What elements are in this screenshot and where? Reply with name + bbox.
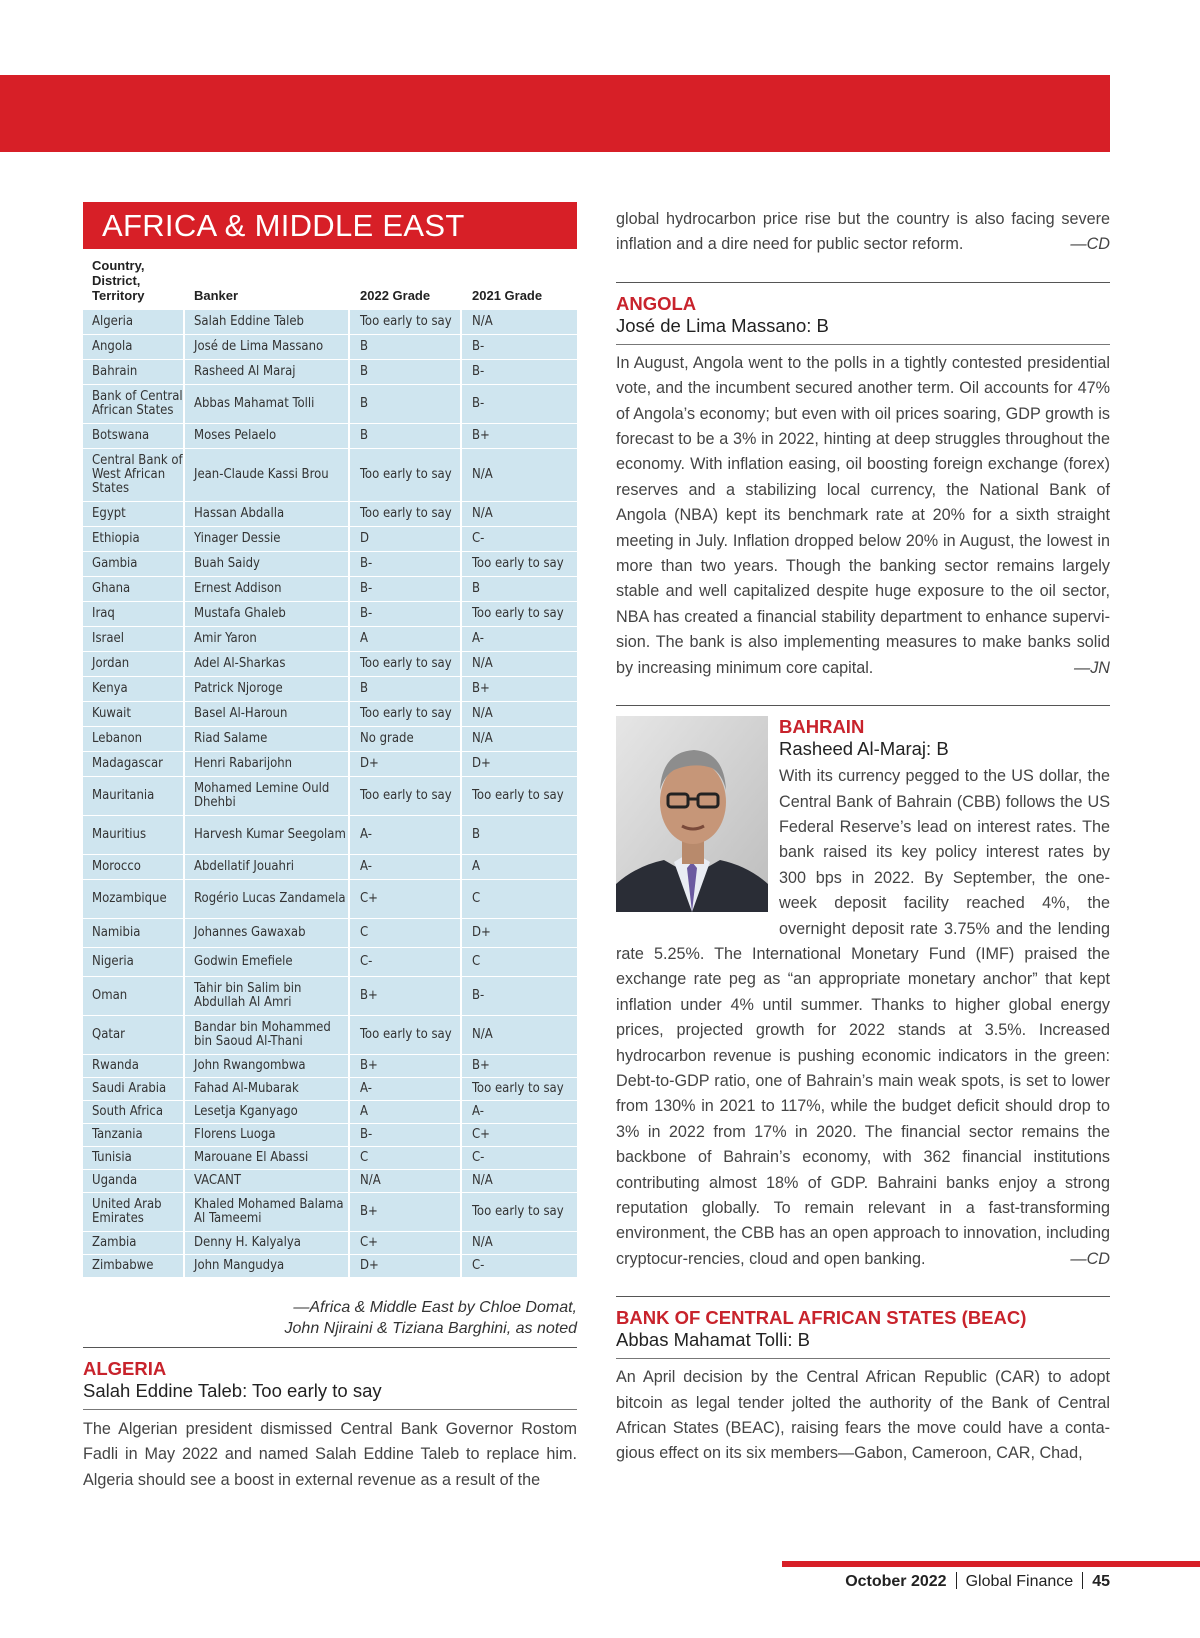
cell-grade-2022: C+	[350, 1232, 462, 1254]
cell-grade-2021: C	[462, 880, 577, 918]
cell-country: Angola	[83, 335, 185, 359]
cell-banker: Fahad Al-Mubarak	[185, 1078, 350, 1100]
cell-grade-2021: N/A	[462, 502, 577, 526]
table-row	[83, 1015, 577, 1054]
cell-grade-2022: A	[350, 1101, 462, 1123]
cell-grade-2022: B+	[350, 977, 462, 1015]
cell-grade-2022: B	[350, 677, 462, 701]
cell-country: Morocco	[83, 855, 185, 879]
table-row	[83, 359, 577, 384]
table-row	[83, 1100, 577, 1123]
cell-country: Mauritius	[83, 816, 185, 854]
divider	[616, 282, 1110, 283]
bahrain-governor-photo	[616, 716, 768, 912]
cell-grade-2021: N/A	[462, 727, 577, 751]
table-header	[83, 249, 577, 309]
table-row	[83, 751, 577, 776]
bahrain-signature: —CD	[1070, 1249, 1110, 1268]
cell-banker: Khaled Mohamed Balama Al Tameemi	[185, 1193, 350, 1231]
cell-banker: Godwin Emefiele	[185, 948, 350, 976]
cell-country: Uganda	[83, 1170, 185, 1192]
cell-grade-2021: C-	[462, 1255, 577, 1277]
cell-grade-2021: C-	[462, 527, 577, 551]
cell-grade-2022: D+	[350, 752, 462, 776]
divider	[616, 344, 1110, 345]
cell-country: Algeria	[83, 310, 185, 334]
cell-grade-2021: Too early to say	[462, 1078, 577, 1100]
cell-banker: Tahir bin Salim bin Abdullah Al Amri	[185, 977, 350, 1015]
divider	[83, 1409, 577, 1410]
cell-grade-2022: B	[350, 360, 462, 384]
cell-grade-2021: N/A	[462, 1016, 577, 1054]
portrait-image	[616, 716, 768, 912]
cell-country: Mozambique	[83, 880, 185, 918]
cell-grade-2021: N/A	[462, 1232, 577, 1254]
header-2022-grade: 2022 Grade	[360, 288, 431, 303]
cell-grade-2021: A-	[462, 1101, 577, 1123]
header-country: Country, District, Territory	[92, 258, 145, 303]
cell-grade-2022: Too early to say	[350, 777, 462, 815]
cell-grade-2021: B	[462, 816, 577, 854]
table-row	[83, 651, 577, 676]
cell-grade-2021: B+	[462, 1055, 577, 1077]
divider	[83, 1347, 577, 1348]
angola-signature: —JN	[1074, 658, 1110, 677]
cell-grade-2021: Too early to say	[462, 1193, 577, 1231]
table-row	[83, 526, 577, 551]
cell-country: Bank of Central African States	[83, 385, 185, 423]
cell-country: Zambia	[83, 1232, 185, 1254]
table-row	[83, 601, 577, 626]
cell-grade-2022: No grade	[350, 727, 462, 751]
cell-grade-2021: B-	[462, 977, 577, 1015]
cell-banker: Jean-Claude Kassi Brou	[185, 449, 350, 501]
cell-country: Ghana	[83, 577, 185, 601]
header-2021-grade: 2021 Grade	[472, 288, 543, 303]
bahrain-body: With its currency pegged to the US dollar, the Central Bank of Bahrain (CBB) follows the US Federal Reserve’s lead on interest rates. The bank raised its key policy interest rates by 300 bps in 2022. By September, the one-week deposit facility reached 4%, the overnight deposit rate 3.75% and the lending rate 5.25%. The International Monetary Fund (IMF) praised the exchange rate peg as “an appropriate monetary anchor” that kept inflation under 4% until summer. Thanks to higher global energy prices, projected growth for 2022 stands at 3.5%. Increased hydrocarbon revenue is pushing economic indicators in the green: Debt-to-GDP ratio, one of Bahrain’s main weak spots, is set to lower from 130% in 2021 to 117%, while the budget deficit should drop to 3% in 2022 from 17% in 2020. The financial sector remains the backbone of Bahrain’s economy, with 362 financial institutions contributing almost 18% of GDP. Bahraini banks enjoy a strong reputation globally. To remain relevant in a fast-transforming environment, the CBB has an open approach to innovation, including cryptocur-rencies, cloud and open banking.	[616, 767, 1110, 1268]
cell-country: Rwanda	[83, 1055, 185, 1077]
left-column	[83, 202, 577, 1493]
footer-separator	[1082, 1572, 1083, 1589]
cell-banker: Hassan Abdalla	[185, 502, 350, 526]
divider	[616, 705, 1110, 706]
cell-banker: Rogério Lucas Zandamela	[185, 880, 350, 918]
cell-grade-2022: Too early to say	[350, 310, 462, 334]
beac-title: BANK OF CENTRAL AFRICAN STATES (BEAC)	[616, 1307, 1027, 1329]
cell-country: Botswana	[83, 424, 185, 448]
cell-grade-2022: B+	[350, 1055, 462, 1077]
cell-country: Jordan	[83, 652, 185, 676]
table-row	[83, 854, 577, 879]
cell-country: Tunisia	[83, 1147, 185, 1169]
footer-publication: Global Finance	[965, 1573, 1074, 1590]
cell-country: Tanzania	[83, 1124, 185, 1146]
credit-line-1: —Africa & Middle East by Chloe Domat,	[293, 1299, 577, 1316]
table-row	[83, 815, 577, 854]
table-row	[83, 676, 577, 701]
cell-grade-2021: N/A	[462, 310, 577, 334]
cell-grade-2021: B-	[462, 360, 577, 384]
table-row	[83, 1146, 577, 1169]
cell-country: Ethiopia	[83, 527, 185, 551]
cell-banker: José de Lima Massano	[185, 335, 350, 359]
angola-article	[616, 351, 1110, 681]
cell-banker: Mohamed Lemine Ould Dhehbi	[185, 777, 350, 815]
cell-country: Nigeria	[83, 948, 185, 976]
cell-banker: Abdellatif Jouahri	[185, 855, 350, 879]
cell-grade-2022: Too early to say	[350, 449, 462, 501]
table-row	[83, 384, 577, 423]
table-row	[83, 726, 577, 751]
cell-country: Israel	[83, 627, 185, 651]
cell-banker: Rasheed Al Maraj	[185, 360, 350, 384]
cell-banker: Yinager Dessie	[185, 527, 350, 551]
cell-banker: John Mangudya	[185, 1255, 350, 1277]
table-row	[83, 1169, 577, 1192]
cell-banker: Riad Salame	[185, 727, 350, 751]
cell-country: United Arab Emirates	[83, 1193, 185, 1231]
cell-banker: Abbas Mahamat Tolli	[185, 385, 350, 423]
table-row	[83, 976, 577, 1015]
table-row	[83, 879, 577, 918]
bahrain-subtitle: Rasheed Al-Maraj: B	[779, 738, 949, 760]
cell-grade-2022: B	[350, 424, 462, 448]
table-row	[83, 1192, 577, 1231]
cell-grade-2022: B-	[350, 602, 462, 626]
cell-grade-2022: A-	[350, 816, 462, 854]
table-row	[83, 776, 577, 815]
cell-grade-2021: Too early to say	[462, 777, 577, 815]
cell-banker: Lesetja Kganyago	[185, 1101, 350, 1123]
table-row	[83, 309, 577, 334]
cell-grade-2022: C	[350, 919, 462, 947]
cell-grade-2021: B+	[462, 424, 577, 448]
cell-grade-2022: B-	[350, 577, 462, 601]
cell-banker: Denny H. Kalyalya	[185, 1232, 350, 1254]
cell-banker: Amir Yaron	[185, 627, 350, 651]
table-row	[83, 947, 577, 976]
cell-grade-2022: C+	[350, 880, 462, 918]
cell-banker: Johannes Gawaxab	[185, 919, 350, 947]
cell-banker: Basel Al-Haroun	[185, 702, 350, 726]
cell-banker: Harvesh Kumar Seegolam	[185, 816, 350, 854]
page-number: 45	[1092, 1573, 1110, 1590]
table-row	[83, 701, 577, 726]
cell-grade-2021: N/A	[462, 652, 577, 676]
cell-grade-2022: A	[350, 627, 462, 651]
footer-separator	[956, 1572, 957, 1589]
right-column	[616, 207, 1110, 1467]
credit-line-2: John Njiraini & Tiziana Barghini, as noted	[284, 1320, 577, 1337]
angola-subtitle: José de Lima Massano: B	[616, 314, 829, 336]
header-banner	[0, 75, 1110, 152]
cell-grade-2022: A-	[350, 855, 462, 879]
footer-accent-bar	[782, 1561, 1200, 1567]
table-row	[83, 551, 577, 576]
cell-grade-2021: C-	[462, 1147, 577, 1169]
divider	[616, 1296, 1110, 1297]
table-row	[83, 626, 577, 651]
cell-country: Mauritania	[83, 777, 185, 815]
beac-body: An April decision by the Central African Republic (CAR) to adopt bitcoin as legal tender jolted the authority of the Bank of Central African States (BEAC), raising fears the move could have a conta-gious effect on its six members—Gabon, Cameroon, CAR, Chad,	[616, 1368, 1110, 1463]
cell-grade-2021: Too early to say	[462, 552, 577, 576]
cell-grade-2021: B-	[462, 385, 577, 423]
cell-country: Oman	[83, 977, 185, 1015]
cell-country: South Africa	[83, 1101, 185, 1123]
table-row	[83, 1231, 577, 1254]
cell-country: Central Bank of West African States	[83, 449, 185, 501]
divider	[616, 1358, 1110, 1359]
cell-grade-2022: B	[350, 335, 462, 359]
cell-grade-2022: Too early to say	[350, 502, 462, 526]
cell-grade-2022: D	[350, 527, 462, 551]
algeria-subtitle: Salah Eddine Taleb: Too early to say	[83, 1380, 382, 1401]
cell-grade-2021: N/A	[462, 1170, 577, 1192]
cell-grade-2021: Too early to say	[462, 602, 577, 626]
cell-grade-2022: B+	[350, 1193, 462, 1231]
table-row	[83, 1077, 577, 1100]
table-row	[83, 918, 577, 947]
continued-signature: —CD	[1070, 235, 1110, 254]
cell-grade-2022: A-	[350, 1078, 462, 1100]
cell-country: Namibia	[83, 919, 185, 947]
cell-banker: Bandar bin Mohammed bin Saoud Al-Thani	[185, 1016, 350, 1054]
cell-grade-2022: B-	[350, 552, 462, 576]
cell-banker: Marouane El Abassi	[185, 1147, 350, 1169]
cell-banker: Mustafa Ghaleb	[185, 602, 350, 626]
bahrain-title: BAHRAIN	[779, 716, 865, 738]
table-row	[83, 1254, 577, 1277]
cell-grade-2021: N/A	[462, 449, 577, 501]
cell-grade-2021: B+	[462, 677, 577, 701]
continued-text	[616, 207, 1110, 258]
cell-country: Gambia	[83, 552, 185, 576]
cell-banker: Buah Saidy	[185, 552, 350, 576]
cell-banker: John Rwangombwa	[185, 1055, 350, 1077]
angola-body: In August, Angola went to the polls in a tightly contested presidential vote, and the incumbent secured another term. Oil accounts for 47% of Angola’s economy; but even with oil prices soaring, GDP growth is forecast to be a 3% in 2022, hinting at deep struggles throughout the economy. With inflation easing, oil boosting foreign exchange (forex) reserves and a stabilizing local currency, the National Bank of Angola (NBA) kept its benchmark rate at 20% for a sixth straight meeting in July. Inflation dropped below 20% in August, the lowest in more than two years. Though the banking sector remains largely stable and well capitalized despite huge exposure to the oil sector, NBA has created a financial stability department to enhance supervi-sion. The bank is also implementing measures to make banks solid by increasing minimum core capital.	[616, 353, 1110, 677]
cell-grade-2021: B	[462, 577, 577, 601]
cell-grade-2021: D+	[462, 919, 577, 947]
cell-grade-2022: B-	[350, 1124, 462, 1146]
section-header: AFRICA & MIDDLE EAST	[83, 202, 577, 249]
table-row	[83, 423, 577, 448]
algeria-title: ALGERIA	[83, 1358, 167, 1379]
cell-country: Iraq	[83, 602, 185, 626]
cell-grade-2022: Too early to say	[350, 652, 462, 676]
table-row	[83, 448, 577, 501]
cell-grade-2021: C+	[462, 1124, 577, 1146]
cell-grade-2022: Too early to say	[350, 1016, 462, 1054]
cell-country: Madagascar	[83, 752, 185, 776]
cell-country: Qatar	[83, 1016, 185, 1054]
header-banker: Banker	[194, 288, 239, 303]
cell-grade-2022: C-	[350, 948, 462, 976]
table-row	[83, 334, 577, 359]
cell-grade-2021: B-	[462, 335, 577, 359]
grades-table	[83, 309, 577, 1277]
cell-grade-2021: N/A	[462, 702, 577, 726]
cell-banker: Patrick Njoroge	[185, 677, 350, 701]
continued-body: global hydrocarbon price rise but the country is also facing severe inflation and a dire need for public sector reform.	[616, 210, 1110, 254]
cell-banker: Adel Al-Sharkas	[185, 652, 350, 676]
cell-country: Kuwait	[83, 702, 185, 726]
credit-note	[83, 1297, 577, 1339]
cell-banker: VACANT	[185, 1170, 350, 1192]
cell-grade-2022: B	[350, 385, 462, 423]
table-row	[83, 501, 577, 526]
cell-banker: Salah Eddine Taleb	[185, 310, 350, 334]
cell-banker: Ernest Addison	[185, 577, 350, 601]
cell-grade-2022: N/A	[350, 1170, 462, 1192]
algeria-body: The Algerian president dismissed Central Bank Governor Rostom Fadli in May 2022 and named Salah Eddine Taleb to replace him. Algeria should see a boost in external revenue as a result of the	[83, 1420, 577, 1489]
cell-country: Egypt	[83, 502, 185, 526]
cell-country: Kenya	[83, 677, 185, 701]
cell-grade-2022: C	[350, 1147, 462, 1169]
cell-grade-2022: D+	[350, 1255, 462, 1277]
table-row	[83, 576, 577, 601]
cell-grade-2022: Too early to say	[350, 702, 462, 726]
table-row	[83, 1123, 577, 1146]
cell-grade-2021: D+	[462, 752, 577, 776]
cell-country: Lebanon	[83, 727, 185, 751]
cell-banker: Henri Rabarijohn	[185, 752, 350, 776]
cell-country: Saudi Arabia	[83, 1078, 185, 1100]
angola-title: ANGOLA	[616, 292, 697, 314]
footer-date: October 2022	[845, 1573, 947, 1590]
cell-country: Bahrain	[83, 360, 185, 384]
cell-banker: Moses Pelaelo	[185, 424, 350, 448]
cell-grade-2021: A-	[462, 627, 577, 651]
table-row	[83, 1054, 577, 1077]
bahrain-article	[616, 716, 1110, 1272]
cell-country: Zimbabwe	[83, 1255, 185, 1277]
cell-banker: Florens Luoga	[185, 1124, 350, 1146]
cell-grade-2021: C	[462, 948, 577, 976]
beac-subtitle: Abbas Mahamat Tolli: B	[616, 1329, 811, 1351]
page-footer	[845, 1572, 1110, 1592]
cell-grade-2021: A	[462, 855, 577, 879]
